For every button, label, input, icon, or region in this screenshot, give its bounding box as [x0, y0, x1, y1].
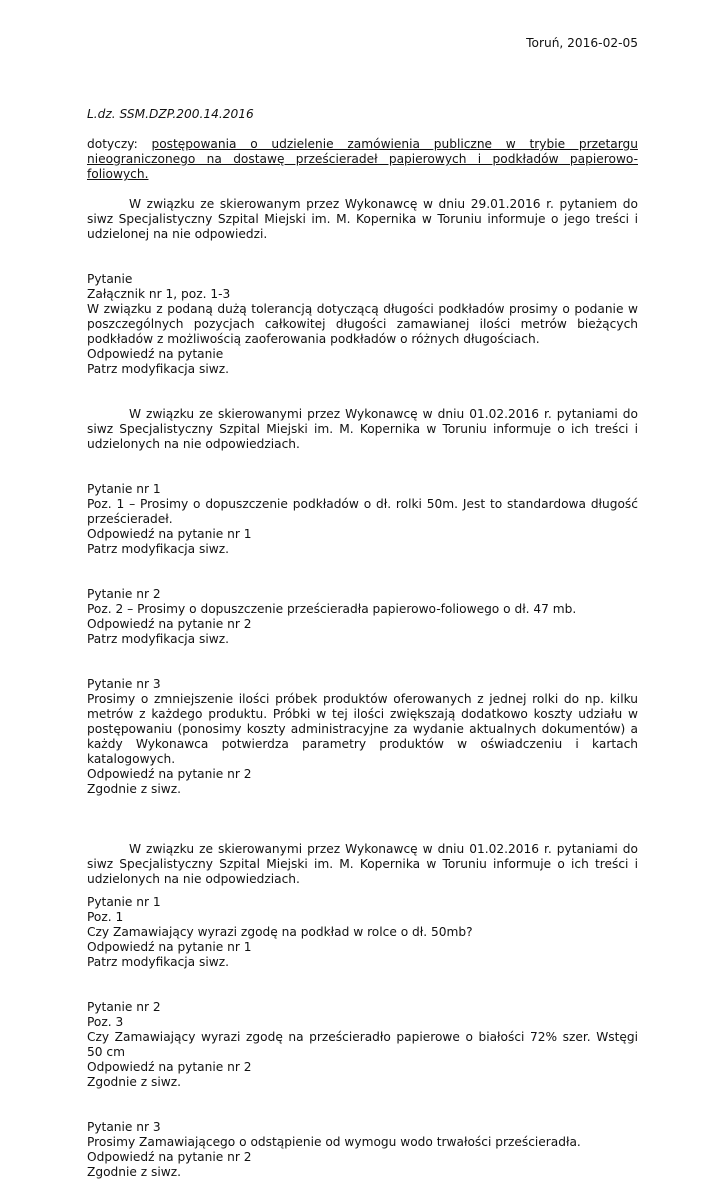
question-text: Poz. 1 – Prosimy o dopuszczenie podkładów o dł. rolki 50m. Jest to standardowa długość prześcieradeł.: [87, 497, 638, 526]
question-text: Prosimy o zmniejszenie ilości próbek produktów oferowanych z jednej rolki do np. kilku metrów z każdego produktu. Próbki w tej ilości zwiększają dodatkowo koszty udziału w postępowaniu (ponosimy koszty administracyjne za wydanie aktualnych dokumentów) a każdy Wykonawca potwierdza parametry produktów w oświadczeniu i kartach katalogowych.: [87, 692, 638, 766]
question-text: W związku z podaną dużą tolerancją dotyczącą długości podkładów prosimy o podanie w poszczególnych pozycjach całkowitej długości zamawianej ilości metrów bieżących podkładów z możliwością zaoferowania podkładów o różnych długościach.: [87, 302, 638, 346]
question-text: Poz. 2 – Prosimy o dopuszczenie prześcieradła papierowo-foliowego o dł. 47 mb.: [87, 602, 577, 616]
qa-item: [87, 895, 638, 970]
qa-item: [87, 1120, 638, 1180]
qa-block-1: [87, 272, 638, 377]
answer-text: Patrz modyfikacja siwz.: [87, 542, 230, 556]
question-label: Pytanie nr 3: [87, 677, 161, 691]
answer-text: Zgodnie z siwz.: [87, 782, 182, 796]
intro-paragraph-1: W związku ze skierowanym przez Wykonawcę w dniu 29.01.2016 r. pytaniem do siwz Specjalistyczny Szpital Miejski im. M. Kopernika w Toruniu informuje o jego treści i udzielonej na nie odpowiedzi.: [87, 197, 638, 241]
intro-paragraph-3: W związku ze skierowanymi przez Wykonawcę w dniu 01.02.2016 r. pytaniami do siwz Specjalistyczny Szpital Miejski im. M. Kopernika w Toruniu informuje o ich treści i udzielonych na nie odpowiedziach.: [87, 842, 638, 886]
question-label: Pytanie: [87, 272, 133, 286]
answer-label: Odpowiedź na pytanie nr 2: [87, 767, 252, 781]
answer-text: Patrz modyfikacja siwz.: [87, 955, 230, 969]
question-text: Czy Zamawiający wyrazi zgodę na prześcieradło papierowe o białości 72% szer. Wstęgi 50 cm: [87, 1030, 638, 1059]
answer-label: Odpowiedź na pytanie nr 2: [87, 617, 252, 631]
question-label: Pytanie nr 1: [87, 895, 161, 909]
question-reference: Poz. 3: [87, 1015, 124, 1029]
answer-text: Zgodnie z siwz.: [87, 1075, 182, 1089]
answer-label: Odpowiedź na pytanie: [87, 347, 224, 361]
answer-label: Odpowiedź na pytanie nr 2: [87, 1150, 252, 1164]
answer-label: Odpowiedź na pytanie nr 2: [87, 1060, 252, 1074]
intro-paragraph-2: W związku ze skierowanymi przez Wykonawcę w dniu 01.02.2016 r. pytaniami do siwz Specjalistyczny Szpital Miejski im. M. Kopernika w Toruniu informuje o ich treści i udzielonych na nie odpowiedziach.: [87, 407, 638, 451]
answer-label: Odpowiedź na pytanie nr 1: [87, 527, 252, 541]
question-label: Pytanie nr 2: [87, 587, 161, 601]
subject-text: postępowania o udzielenie zamówienia publiczne w trybie przetargu nieograniczonego na dostawę prześcieradeł papierowych i podkładów papierowo-foliowych.: [87, 137, 638, 181]
answer-label: Odpowiedź na pytanie nr 1: [87, 940, 252, 954]
question-text: Czy Zamawiający wyrazi zgodę na podkład w rolce o dł. 50mb?: [87, 925, 473, 939]
qa-item: [87, 677, 638, 797]
question-reference: Załącznik nr 1, poz. 1-3: [87, 287, 231, 301]
qa-item: [87, 482, 638, 557]
answer-text: Patrz modyfikacja siwz.: [87, 632, 230, 646]
question-label: Pytanie nr 1: [87, 482, 161, 496]
answer-text: Patrz modyfikacja siwz.: [87, 362, 230, 376]
question-reference: Poz. 1: [87, 910, 124, 924]
document-body: [87, 107, 638, 1180]
answer-text: Zgodnie z siwz.: [87, 1165, 182, 1179]
reference-number: L.dz. SSM.DZP.200.14.2016: [87, 107, 254, 121]
subject-prefix: dotyczy:: [87, 137, 152, 151]
question-label: Pytanie nr 2: [87, 1000, 161, 1014]
qa-item: [87, 587, 638, 647]
question-label: Pytanie nr 3: [87, 1120, 161, 1134]
qa-item: [87, 1000, 638, 1090]
subject-line: [87, 137, 638, 182]
question-text: Prosimy Zamawiającego o odstąpienie od wymogu wodo trwałości prześcieradła.: [87, 1135, 581, 1149]
place-date: Toruń, 2016-02-05: [526, 36, 638, 50]
